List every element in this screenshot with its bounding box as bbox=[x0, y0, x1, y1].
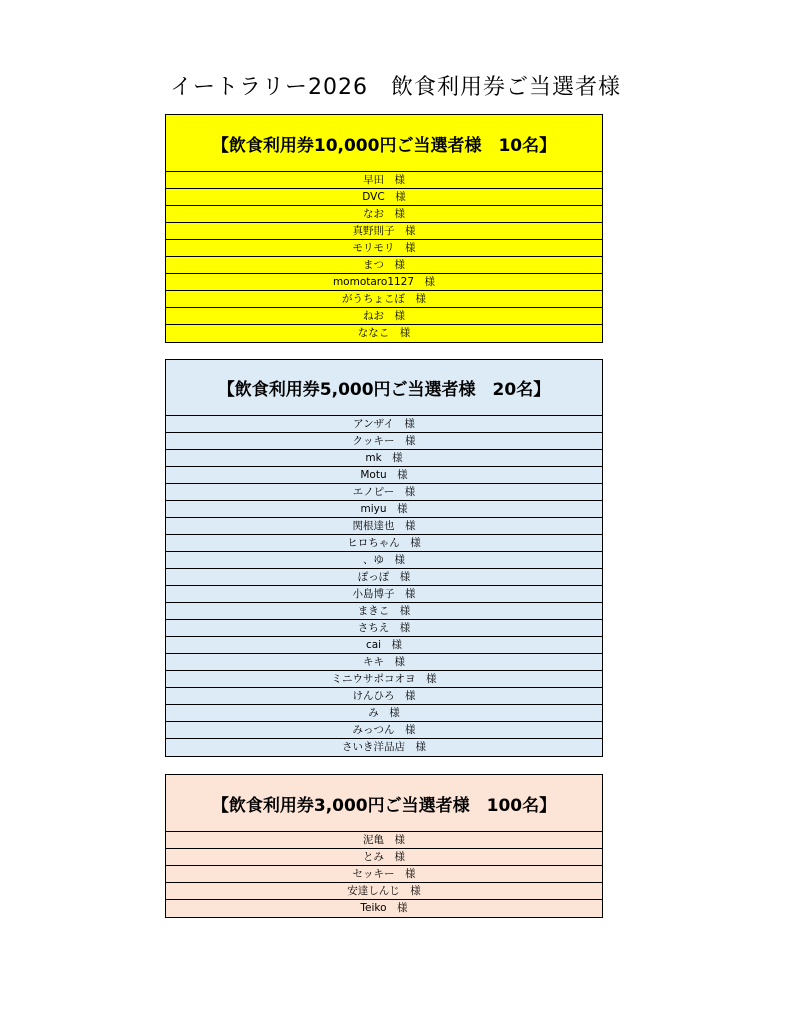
winner-row: エノピー 様 bbox=[166, 484, 602, 501]
winner-row: さいき洋品店 様 bbox=[342, 741, 426, 753]
section-heading: 【飲食利用券10,000円ご当選者様 10名】 bbox=[166, 115, 602, 172]
winners-section-5000 bbox=[165, 359, 603, 757]
winner-row: 小島博子 様 bbox=[166, 586, 602, 603]
winners-section-3000 bbox=[165, 774, 603, 918]
winner-row: miyu 様 bbox=[166, 501, 602, 518]
winner-row: みっつん 様 bbox=[166, 722, 602, 739]
winner-row: 関根達也 様 bbox=[166, 518, 602, 535]
winner-row: まきこ 様 bbox=[166, 603, 602, 620]
winner-row: まつ 様 bbox=[166, 257, 602, 274]
winner-row: さちえ 様 bbox=[166, 620, 602, 637]
winner-row: mk 様 bbox=[166, 450, 602, 467]
winner-row: 真野則子 様 bbox=[166, 223, 602, 240]
winner-row: ねお 様 bbox=[166, 308, 602, 325]
winner-row: アンザイ 様 bbox=[166, 416, 602, 433]
winner-row: み 様 bbox=[166, 705, 602, 722]
winner-row: ミニウサポコオヨ 様 bbox=[166, 671, 602, 688]
winner-row: ぽっぽ 様 bbox=[166, 569, 602, 586]
winner-row: 泥亀 様 bbox=[166, 832, 602, 849]
winner-row: けんひろ 様 bbox=[166, 688, 602, 705]
winner-row: セッキー 様 bbox=[166, 866, 602, 883]
winner-row: 安達しんじ 様 bbox=[166, 883, 602, 900]
winner-row: とみ 様 bbox=[166, 849, 602, 866]
page-title: イートラリー2026 飲食利用券ご当選者様 bbox=[170, 75, 621, 100]
winner-row: キキ 様 bbox=[166, 654, 602, 671]
winner-row: なお 様 bbox=[166, 206, 602, 223]
winner-row: クッキー 様 bbox=[166, 433, 602, 450]
section-heading: 【飲食利用券3,000円ご当選者様 100名】 bbox=[166, 775, 602, 832]
winner-row: 、ゆ 様 bbox=[166, 552, 602, 569]
section-heading: 【飲食利用券5,000円ご当選者様 20名】 bbox=[166, 360, 602, 416]
winner-row: ヒロちゃん 様 bbox=[166, 535, 602, 552]
winner-row: モリモリ 様 bbox=[166, 240, 602, 257]
winner-row: cai 様 bbox=[166, 637, 602, 654]
winners-section-10000 bbox=[165, 114, 603, 343]
winner-row: ななこ 様 bbox=[357, 327, 411, 339]
winner-row: momotaro1127 様 bbox=[166, 274, 602, 291]
winner-row: 早田 様 bbox=[166, 172, 602, 189]
winner-row: Motu 様 bbox=[166, 467, 602, 484]
winner-row: がうちょこぼ 様 bbox=[166, 291, 602, 308]
winner-row: Teiko 様 bbox=[360, 902, 408, 914]
winner-row: DVC 様 bbox=[166, 189, 602, 206]
